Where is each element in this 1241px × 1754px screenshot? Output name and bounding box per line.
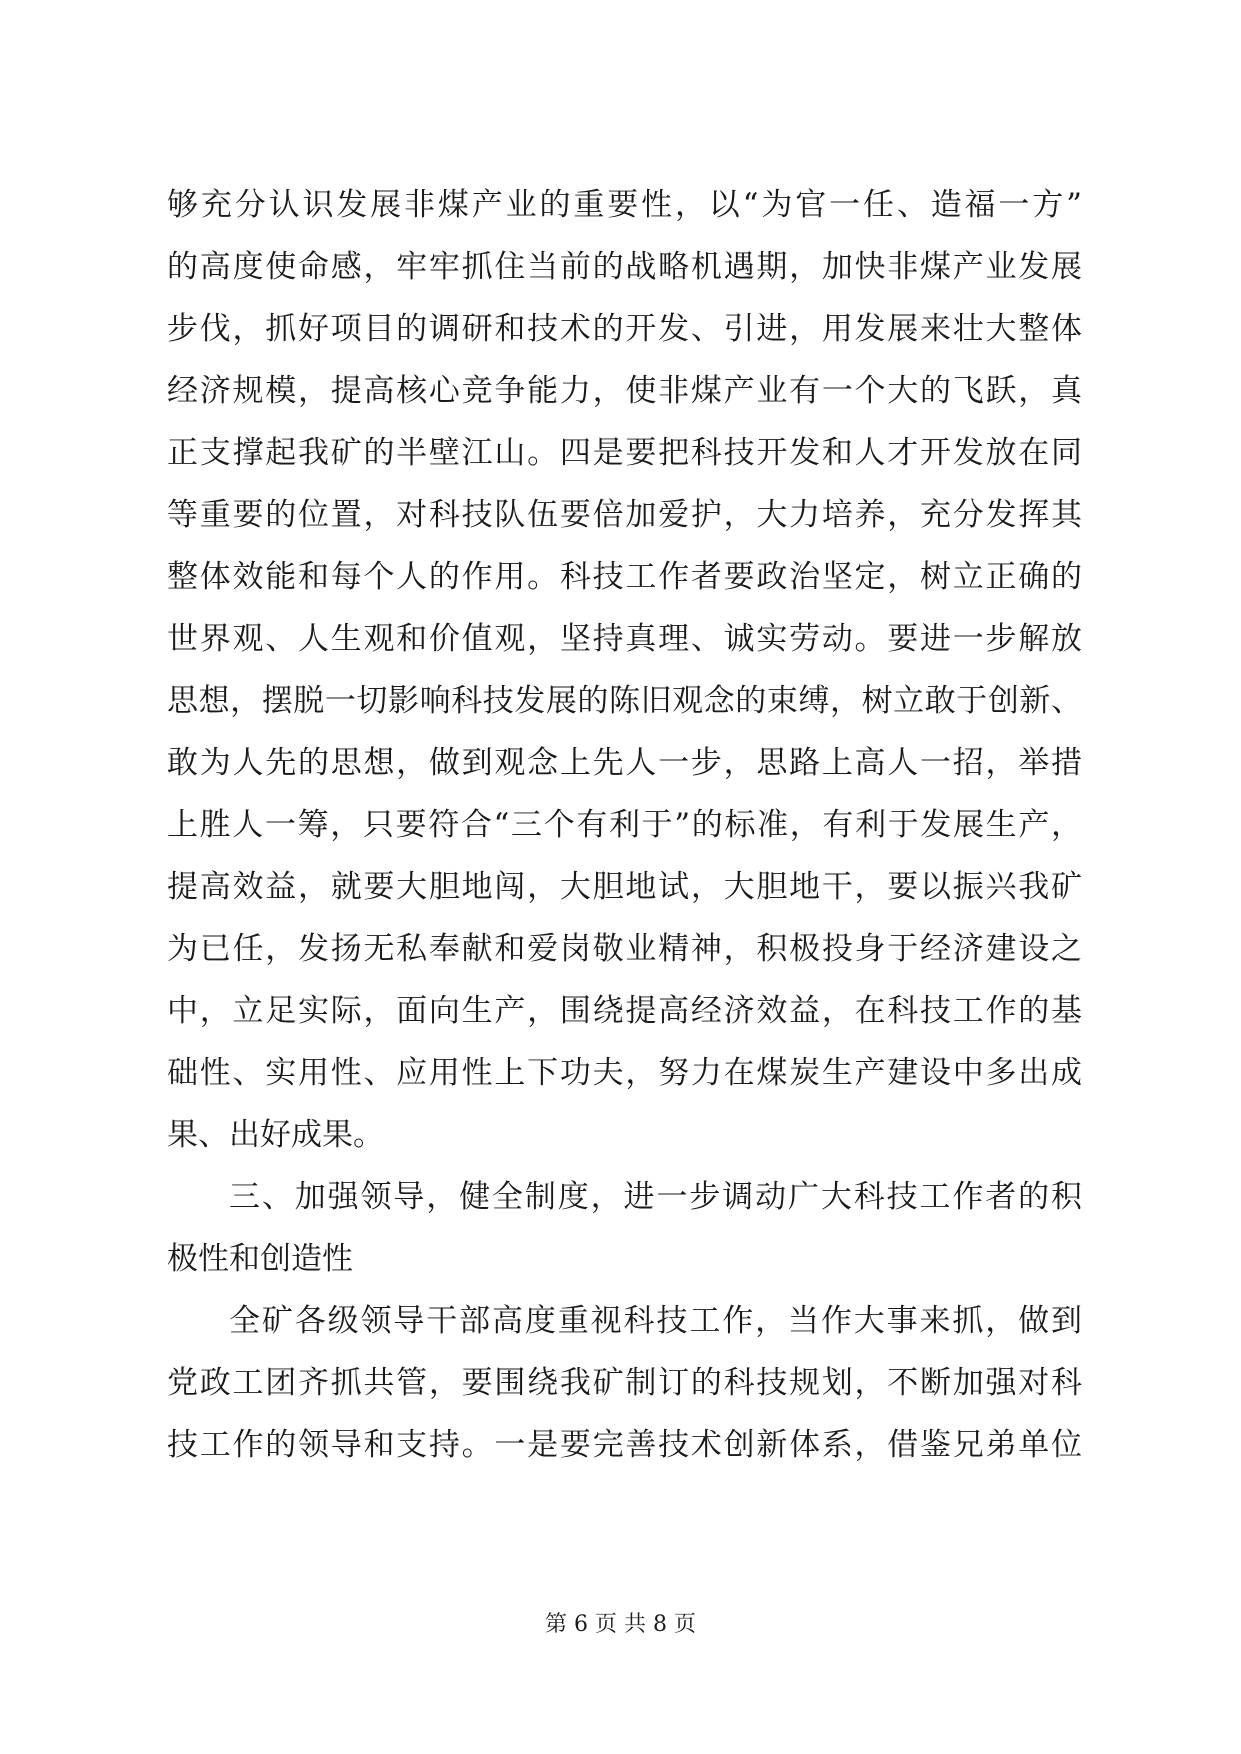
text-line: 经济规模，提高核心竞争能力，使非煤产业有一个大的飞跃，真 (167, 373, 1082, 409)
paragraph-first-line: 全矿各级领导干部高度重视科技工作，当作大事来抓，做到 (229, 1303, 1082, 1339)
text-line: 党政工团齐抓共管，要围绕我矿制订的科技规划，不断加强对科 (167, 1365, 1082, 1401)
text-line: 为已任，发扬无私奉献和爱岗敬业精神，积极投身于经济建设之 (167, 931, 1082, 967)
text-line: 等重要的位置，对科技队伍要倍加爱护，大力培养，充分发挥其 (167, 497, 1082, 533)
text-line-paragraph-end: 果、出好成果。 (167, 1117, 384, 1153)
text-line: 够充分认识发展非煤产业的重要性，以“为官一任、造福一方” (167, 187, 1082, 223)
document-body (167, 174, 1082, 1476)
text-line: 思想，摆脱一切影响科技发展的陈旧观念的束缚，树立敢于创新、 (167, 683, 1082, 719)
text-line: 步伐，抓好项目的调研和技术的开发、引进，用发展来壮大整体 (167, 311, 1082, 347)
text-line: 础性、实用性、应用性上下功夫，努力在煤炭生产建设中多出成 (167, 1055, 1082, 1091)
text-line: 提高效益，就要大胆地闯，大胆地试，大胆地干，要以振兴我矿 (167, 869, 1082, 905)
text-line: 正支撑起我矿的半壁江山。四是要把科技开发和人才开发放在同 (167, 435, 1082, 471)
text-line: 技工作的领导和支持。一是要完善技术创新体系，借鉴兄弟单位 (167, 1427, 1082, 1463)
text-line: 的高度使命感，牢牢抓住当前的战略机遇期，加快非煤产业发展 (167, 249, 1082, 285)
text-line: 上胜人一筹，只要符合“三个有利于”的标准，有利于发展生产， (167, 807, 1082, 843)
text-line: 中，立足实际，面向生产，围绕提高经济效益，在科技工作的基 (167, 993, 1082, 1029)
text-line: 世界观、人生观和价值观，坚持真理、诚实劳动。要进一步解放 (167, 621, 1082, 657)
text-line: 敢为人先的思想，做到观念上先人一步，思路上高人一招，举措 (167, 745, 1082, 781)
section-heading-line: 三、加强领导，健全制度，进一步调动广大科技工作者的积 (229, 1179, 1082, 1215)
section-heading-line-end: 极性和创造性 (167, 1241, 353, 1277)
page-number-footer: 第 6 页 共 8 页 (545, 1612, 696, 1637)
text-line: 整体效能和每个人的作用。科技工作者要政治坚定，树立正确的 (167, 559, 1082, 595)
